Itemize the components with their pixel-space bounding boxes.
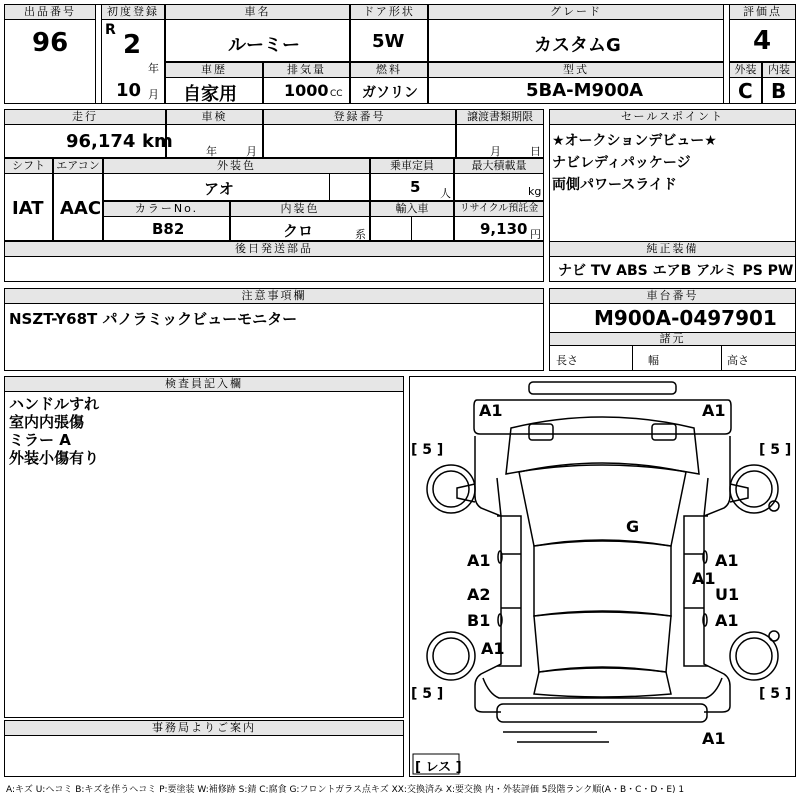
mark-left-rear-door: A2 bbox=[467, 585, 491, 604]
yen-unit: 円 bbox=[530, 228, 541, 241]
shaken-month-unit: 月 bbox=[246, 145, 257, 158]
office-label: 事務局よりご案内 bbox=[4, 720, 404, 736]
notes-value: NSZT-Y68T パノラミックビューモニター bbox=[9, 310, 298, 328]
sales-point-item: 両側パワースライド bbox=[552, 177, 677, 193]
mark-rear-bumper: A1 bbox=[702, 729, 726, 748]
office-cell bbox=[4, 735, 404, 777]
score-value: 4 bbox=[753, 26, 772, 56]
displacement-label: 排気量 bbox=[263, 62, 350, 78]
import-sub-cell bbox=[411, 216, 454, 241]
fuel-label: 燃料 bbox=[350, 62, 428, 78]
aircon-value: AAC bbox=[60, 198, 102, 219]
inspector-label: 検査員記入欄 bbox=[4, 376, 404, 392]
tire-fl-tread: [ 5 ] bbox=[411, 442, 444, 458]
mark-left-sill: B1 bbox=[467, 611, 491, 630]
spare-tire-status: [ レス ] bbox=[415, 760, 462, 775]
interior-label: 内装 bbox=[762, 62, 796, 78]
ext-color-sub-cell bbox=[329, 173, 370, 201]
mark-right-front-door: A1 bbox=[715, 551, 739, 570]
capacity-value: 5 bbox=[410, 178, 421, 196]
inspector-list bbox=[9, 395, 99, 467]
legend-text: A:キズ U:ヘコミ B:キズを伴うヘコミ P:要塗装 W:補修跡 S:錆 C:腐食 G:フロントガラス点キズ XX:交換済み X:要交換 内・外装評価 5段階ランク順(A・B・C・D・E) 1 bbox=[6, 785, 685, 795]
mark-right-mirror: A1 bbox=[692, 569, 716, 588]
mark-top-right: A1 bbox=[702, 401, 726, 420]
mark-left-rear-fender: A1 bbox=[481, 639, 505, 658]
capacity-label: 乗車定員 bbox=[370, 158, 454, 174]
recycle-value: 9,130 bbox=[480, 220, 528, 238]
shaken-year-unit: 年 bbox=[206, 145, 217, 158]
history-value: 自家用 bbox=[183, 84, 237, 105]
sales-points-label: セールスポイント bbox=[549, 109, 796, 125]
shift-label: シフト bbox=[4, 158, 53, 174]
person-unit: 人 bbox=[440, 187, 451, 200]
height-label: 高さ bbox=[727, 354, 749, 367]
reg-year-value: 2 bbox=[123, 30, 142, 60]
inspector-note-item: 室内内張傷 bbox=[9, 413, 85, 431]
exterior-label: 外装 bbox=[729, 62, 762, 78]
tire-rr-tread: [ 5 ] bbox=[759, 686, 792, 702]
model-value: 5BA-M900A bbox=[526, 80, 644, 101]
reg-no-cell bbox=[263, 124, 456, 158]
lot-no-label: 出品番号 bbox=[4, 4, 96, 20]
transfer-label: 譲渡書類期限 bbox=[456, 109, 544, 125]
mark-right-sill: A1 bbox=[715, 611, 739, 630]
aircon-label: エアコン bbox=[53, 158, 103, 174]
width-label: 幅 bbox=[648, 354, 659, 367]
sales-point-item: ナビレディパッケージ bbox=[552, 155, 691, 171]
recycle-label: リサイクル預託金 bbox=[454, 201, 544, 217]
genuine-label: 純正装備 bbox=[549, 241, 796, 257]
ext-color-label: 外装色 bbox=[103, 158, 370, 174]
mark-right-rear-door: U1 bbox=[715, 585, 740, 604]
import-label: 輸入車 bbox=[370, 201, 454, 217]
kei-unit: 系 bbox=[355, 228, 366, 241]
shaken-label: 車検 bbox=[166, 109, 263, 125]
era-value: R bbox=[105, 22, 116, 38]
later-parts-label: 後日発送部品 bbox=[4, 241, 544, 257]
lot-no-value: 96 bbox=[32, 28, 69, 58]
displacement-value: 1000 bbox=[284, 81, 329, 100]
mark-windshield: G bbox=[626, 517, 640, 536]
max-load-label: 最大積載量 bbox=[454, 158, 544, 174]
score-label: 評価点 bbox=[729, 4, 796, 20]
history-label: 車歴 bbox=[165, 62, 263, 78]
interior-value: B bbox=[771, 79, 787, 103]
chassis-value: M900A-0497901 bbox=[594, 306, 777, 330]
ext-color-value: アオ bbox=[204, 180, 234, 198]
tire-fr-tread: [ 5 ] bbox=[759, 442, 792, 458]
chassis-label: 車台番号 bbox=[549, 288, 796, 304]
year-unit: 年 bbox=[148, 62, 159, 75]
kg-unit: kg bbox=[528, 185, 542, 198]
mileage-value: 96,174 bbox=[66, 131, 136, 152]
color-no-value: B82 bbox=[152, 220, 185, 238]
reg-month-value: 10 bbox=[116, 80, 142, 101]
transfer-month-unit: 月 bbox=[490, 145, 501, 158]
inspector-note-item: ミラー A bbox=[9, 431, 71, 449]
reg-no-label: 登録番号 bbox=[263, 109, 456, 125]
fuel-value: ガソリン bbox=[362, 85, 418, 101]
color-no-label: カラーNo. bbox=[103, 201, 230, 217]
length-label: 長さ bbox=[556, 354, 578, 367]
car-name-label: 車名 bbox=[165, 4, 350, 20]
cc-unit: CC bbox=[330, 89, 343, 99]
sales-points-list bbox=[552, 130, 717, 196]
grade-value: カスタムG bbox=[534, 35, 621, 56]
tire-rl-tread: [ 5 ] bbox=[411, 686, 444, 702]
exterior-value: C bbox=[738, 79, 753, 103]
int-color-label: 内装色 bbox=[230, 201, 370, 217]
car-diagram bbox=[409, 376, 796, 777]
month-unit: 月 bbox=[148, 88, 159, 101]
grade-label: グレード bbox=[428, 4, 724, 20]
inspector-note-item: ハンドルすれ bbox=[9, 395, 100, 413]
import-cell bbox=[370, 216, 412, 241]
mark-left-front-door: A1 bbox=[467, 551, 491, 570]
mark-top-left: A1 bbox=[479, 401, 503, 420]
shift-value: IAT bbox=[12, 198, 44, 219]
door-label: ドア形状 bbox=[350, 4, 428, 20]
notes-label: 注意事項欄 bbox=[4, 288, 544, 304]
genuine-value: ナビ TV ABS エアB アルミ PS PW bbox=[558, 263, 794, 279]
first-reg-label: 初度登録 bbox=[101, 4, 165, 20]
transfer-day-unit: 日 bbox=[530, 145, 541, 158]
width-cell bbox=[632, 345, 722, 371]
mileage-label: 走行 bbox=[4, 109, 166, 125]
km-unit: km bbox=[142, 131, 173, 152]
model-label: 型式 bbox=[428, 62, 724, 78]
sales-point-item: ★オークションデビュー★ bbox=[552, 133, 717, 149]
car-name-value: ルーミー bbox=[228, 35, 300, 56]
inspector-note-item: 外装小傷有り bbox=[9, 449, 100, 467]
int-color-value: クロ bbox=[283, 222, 314, 240]
later-parts-cell bbox=[4, 256, 544, 282]
specs-label: 諸元 bbox=[549, 332, 796, 346]
door-value: 5W bbox=[372, 31, 405, 52]
